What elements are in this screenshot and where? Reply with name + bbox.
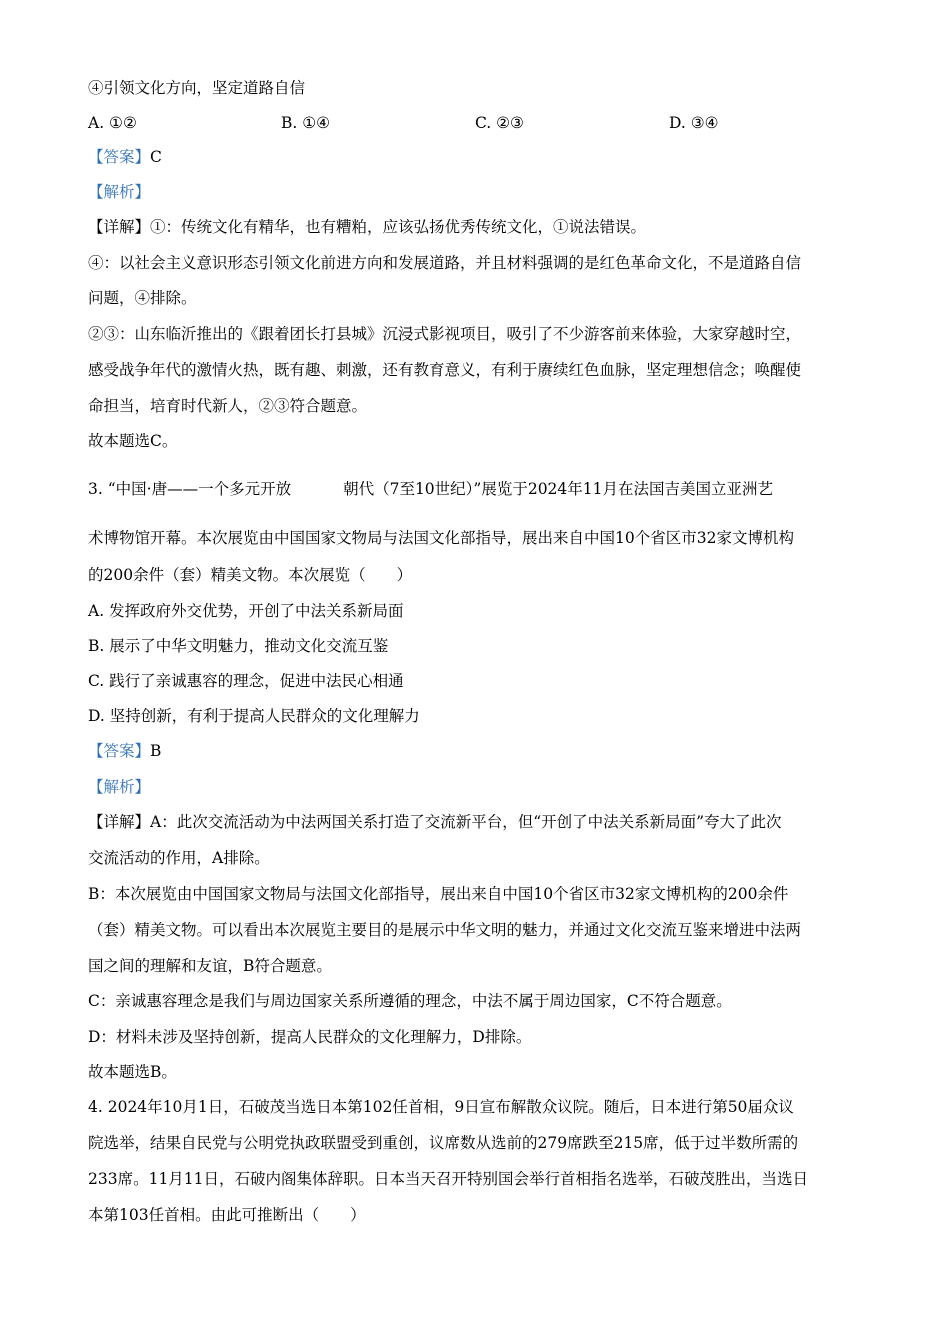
q2-answer bbox=[88, 147, 162, 167]
q3-detail-line: D：材料未涉及坚持创新，提高人民群众的文化理解力，D排除。 bbox=[88, 1028, 532, 1046]
q3-option-a: A. 发挥政府外交优势，开创了中法关系新局面 bbox=[88, 602, 404, 620]
q2-detail-line: ②③：山东临沂推出的《跟着团长打县城》沉浸式影视项目，吸引了不少游客前来体验，大家穿越时空， bbox=[88, 325, 802, 343]
q4-stem-line: 233席。11月11日，石破内阁集体辞职。日本当天召开特别国会举行首相指名选举，石破茂胜出，当选日 bbox=[88, 1170, 809, 1188]
q2-conclusion: 故本题选C。 bbox=[88, 432, 178, 450]
q3-analysis-label: 【解析】 bbox=[88, 778, 151, 796]
q4-stem-line: 本第103任首相。由此可推断出（ ） bbox=[88, 1206, 366, 1224]
answer-label: 【答案】 bbox=[88, 742, 151, 760]
detail-text: ①：传统文化有精华，也有糟粕，应该弘扬优秀传统文化，①说法错误。 bbox=[150, 218, 647, 236]
detail-label: 【详解】 bbox=[88, 218, 151, 236]
q3-option-d: D. 坚持创新，有利于提高人民群众的文化理解力 bbox=[88, 707, 420, 725]
q3-stem-line: 的200余件（套）精美文物。本次展览（ ） bbox=[88, 566, 413, 584]
q2-choice-c: C. ②③ bbox=[475, 114, 524, 132]
q2-choice-d: D. ③④ bbox=[669, 114, 719, 132]
q3-option-b: B. 展示了中华文明魅力，推动文化交流互鉴 bbox=[88, 637, 389, 655]
detail-text: A：此次交流活动为中法两国关系打造了交流新平台，但“开创了中法关系新局面”夸大了此次 bbox=[150, 813, 782, 831]
q3-option-c: C. 践行了亲诚惠容的理念，促进中法民心相通 bbox=[88, 672, 404, 690]
q3-answer bbox=[88, 741, 161, 761]
q3-detail-line: （套）精美文物。可以看出本次展览主要目的是展示中华文明的魅力，并通过文化交流互鉴来增进中法两 bbox=[88, 921, 802, 939]
q3-detail-line: 国之间的理解和友谊，B符合题意。 bbox=[88, 957, 332, 975]
q3-stem-part1: 3. “中国·唐——一个多元开放 bbox=[88, 480, 292, 498]
q4-stem-line: 院选举，结果自民党与公明党执政联盟受到重创，议席数从选前的279席跌至215席，低于过半数所需的 bbox=[88, 1134, 799, 1152]
detail-label: 【详解】 bbox=[88, 813, 151, 831]
q2-detail-line: 感受战争年代的激情火热，既有趣、刺激，还有教育意义，有利于赓续红色血脉，坚定理想信念；唤醒使 bbox=[88, 361, 802, 379]
answer-label: 【答案】 bbox=[88, 148, 151, 166]
q4-stem-line: 4. 2024年10月1日，石破茂当选日本第102任首相，9日宣布解散众议院。随后，日本进行第50届众议 bbox=[88, 1098, 794, 1116]
q2-detail-line: ④：以社会主义意识形态引领文化前进方向和发展道路，并且材料强调的是红色革命文化，不是道路自信 bbox=[88, 254, 802, 272]
q3-detail-line: C：亲诚惠容理念是我们与周边国家关系所遵循的理念，中法不属于周边国家，C不符合题意。 bbox=[88, 992, 732, 1010]
q2-choice-a: A. ①② bbox=[88, 114, 137, 132]
q2-detail-line bbox=[88, 217, 646, 237]
q3-stem-part2: 朝代（7至10世纪）”展览于2024年11月在法国吉美国立亚洲艺 bbox=[343, 480, 774, 498]
q2-choice-b: B. ①④ bbox=[281, 114, 331, 132]
q2-option-4: ④引领文化方向，坚定道路自信 bbox=[88, 79, 306, 97]
q3-conclusion: 故本题选B。 bbox=[88, 1063, 177, 1081]
q2-detail-line: 命担当，培育时代新人，②③符合题意。 bbox=[88, 397, 368, 415]
answer-value: C bbox=[150, 148, 162, 166]
q2-detail-line: 问题，④排除。 bbox=[88, 289, 197, 307]
q3-stem-line bbox=[88, 479, 773, 499]
q3-stem-line: 术博物馆开幕。本次展览由中国国家文物局与法国文化部指导，展出来自中国10个省区市32家文博机构 bbox=[88, 529, 794, 547]
q2-analysis-label: 【解析】 bbox=[88, 183, 151, 201]
q3-detail-line: 交流活动的作用，A排除。 bbox=[88, 849, 270, 867]
q3-detail-line bbox=[88, 812, 782, 832]
q3-detail-line: B：本次展览由中国国家文物局与法国文化部指导，展出来自中国10个省区市32家文博机构的200余件 bbox=[88, 885, 789, 903]
answer-value: B bbox=[150, 742, 162, 760]
